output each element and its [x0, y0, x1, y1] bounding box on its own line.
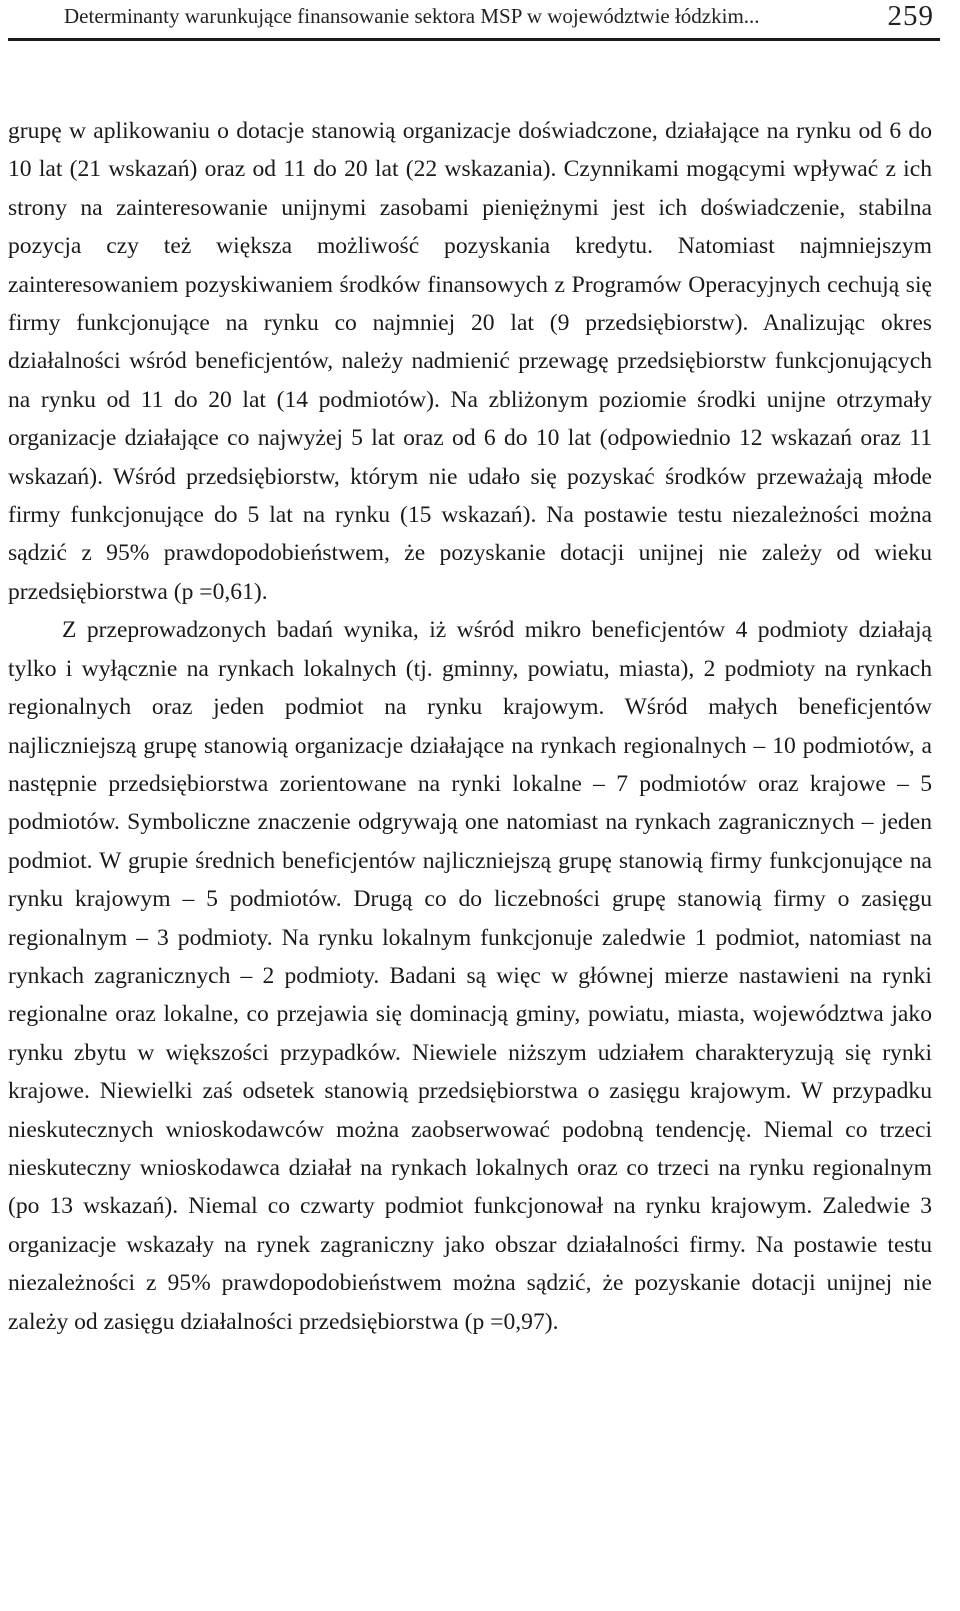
- page-number: 259: [887, 0, 934, 32]
- header-rule: [8, 38, 940, 41]
- paragraph-continued: grupę w aplikowaniu o dotacje stanowią organizacje doświadczone, działające na rynku od 6 do 10 lat (21 wskazań) oraz od 11 do 20 lat (22 wskazania). Czynnikami mogącymi wpływać z ich strony na zainteresowanie unijnymi zasobami pieniężnymi jest ich doświadczenie, stabilna pozycja czy też większa możliwość pozyskania kredytu. Natomiast najmniejszym zainteresowaniem pozyskiwaniem środków finansowych z Programów Operacyjnych cechują się firmy funkcjonujące na rynku co najmniej 20 lat (9 przedsiębiorstw). Analizując okres działalności wśród beneficjentów, należy nadmienić przewagę przedsiębiorstw funkcjonujących na rynku od 11 do 20 lat (14 podmiotów). Na zbliżonym poziomie środki unijne otrzymały organizacje działające co najwyżej 5 lat oraz od 6 do 10 lat (odpowiednio 12 wskazań oraz 11 wskazań). Wśród przedsiębiorstw, którym nie udało się pozyskać środków przeważają młode firmy funkcjonujące do 5 lat na rynku (15 wskazań). Na postawie testu niezależności można sądzić z 95% prawdopodobieństwem, że pozyskanie dotacji unijnej nie zależy od wieku przedsiębiorstwa (p =0,61).: [8, 118, 932, 605]
- running-title: Determinanty warunkujące finansowanie sektora MSP w województwie łódzkim...: [64, 4, 760, 28]
- paragraph-market-reach: Z przeprowadzonych badań wynika, iż wśród mikro beneficjentów 4 podmioty działają tylko i wyłącznie na rynkach lokalnych (tj. gminny, powiatu, miasta), 2 podmioty na rynkach regionalnych oraz jeden podmiot na rynku krajowym. Wśród małych beneficjentów najliczniejszą grupę stanowią organizacje działające na rynkach regionalnych – 10 podmiotów, a następnie przedsiębiorstwa zorientowane na rynki lokalne – 7 podmiotów oraz krajowe – 5 podmiotów. Symboliczne znaczenie odgrywają one natomiast na rynkach zagranicznych – jeden podmiot. W grupie średnich beneficjentów najliczniejszą grupę stanowią firmy funkcjonujące na rynku krajowym – 5 podmiotów. Drugą co do liczebności grupę stanowią firmy o zasięgu regionalnym – 3 podmioty. Na rynku lokalnym funkcjonuje zaledwie 1 podmiot, natomiast na rynkach zagranicznych – 2 podmioty. Badani są więc w głównej mierze nastawieni na rynki regionalne oraz lokalne, co przejawia się dominacją gminy, powiatu, miasta, województwa jako rynku zbytu w większości przypadków. Niewiele niższym udziałem charakteryzują się rynki krajowe. Niewielki zaś odsetek stanowią przedsiębiorstwa o zasięgu krajowym. W przypadku nieskutecznych wnioskodawców można zaobserwować podobną tendencję. Niemal co trzeci nieskuteczny wnioskodawca działał na rynkach lokalnych oraz co trzeci na rynku regionalnym (po 13 wskazań). Niemal co czwarty podmiot funkcjonował na rynku krajowym. Zaledwie 3 organizacje wskazały na rynek zagraniczny jako obszar działalności firmy. Na postawie testu niezależności z 95% prawdopodobieństwem można sądzić, że pozyskanie dotacji unijnej nie zależy od zasięgu działalności przedsiębiorstwa (p =0,97).: [8, 617, 932, 1335]
- body-text: [8, 112, 932, 1341]
- running-head: [64, 0, 940, 34]
